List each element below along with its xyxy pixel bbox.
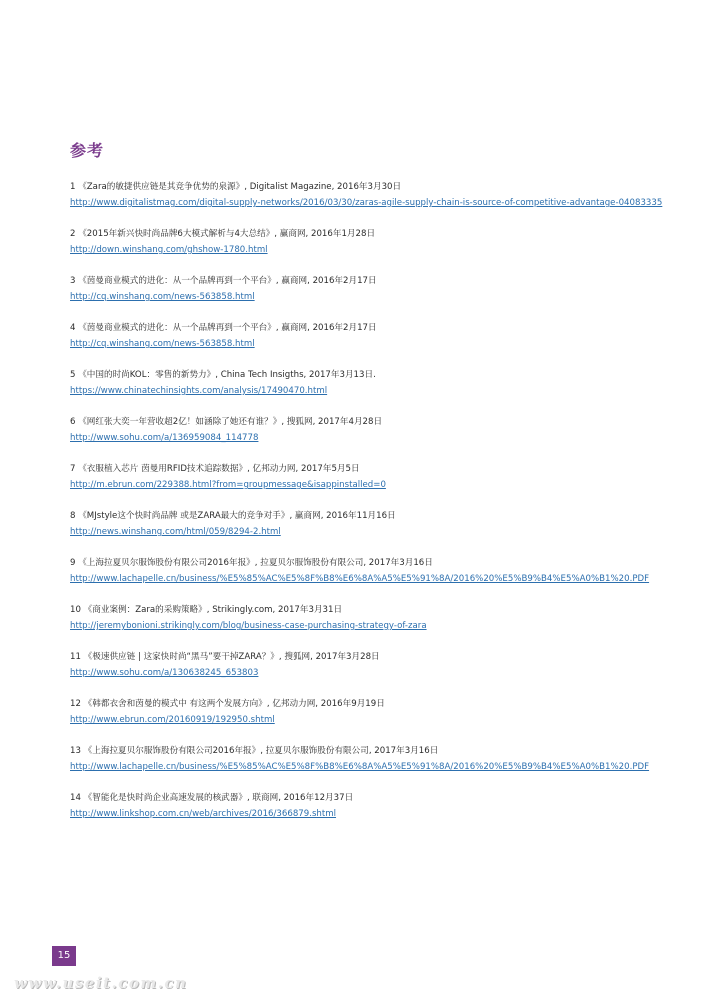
page-title: 参考 xyxy=(70,141,105,160)
reference-link[interactable]: https://www.chinatechinsights.com/analysis/17490470.html xyxy=(70,386,328,396)
reference-link[interactable]: http://news.winshang.com/html/059/8294-2.html xyxy=(70,527,281,537)
reference-citation: 6 《网红张大奕一年营收超2亿！如涵除了她还有谁？》, 搜狐网, 2017年4月28日 xyxy=(70,417,383,427)
reference-link[interactable]: http://cq.winshang.com/news-563858.html xyxy=(70,292,255,302)
reference-citation: 12 《韩都衣舍和茵曼的模式中 有这两个发展方向》, 亿邦动力网, 2016年9月19日 xyxy=(70,699,385,709)
reference-link[interactable]: http://www.digitalistmag.com/digital-supply-networks/2016/03/30/zaras-agile-supply-chain-is-source-of-competitive-advantage-04083335 xyxy=(70,198,663,208)
reference-citation: 13 《上海拉夏贝尔服饰股份有限公司2016年报》, 拉夏贝尔服饰股份有限公司, 2017年3月16日 xyxy=(70,746,439,756)
reference-item xyxy=(70,368,666,399)
reference-link[interactable]: http://www.linkshop.com.cn/web/archives/2016/366879.shtml xyxy=(70,809,337,819)
reference-citation: 14 《智能化是快时尚企业高速发展的核武器》, 联商网, 2016年12月37日 xyxy=(70,793,354,803)
reference-item xyxy=(70,509,666,540)
reference-item xyxy=(70,744,666,775)
reference-link[interactable]: http://m.ebrun.com/229388.html?from=groupmessage&isappinstalled=0 xyxy=(70,480,386,490)
reference-link[interactable]: http://www.lachapelle.cn/business/%E5%85%AC%E5%8F%B8%E6%8A%A5%E5%91%8A/2016%20%E5%B9%B4%E5%A0%B1%20.PDF xyxy=(70,574,650,584)
reference-citation: 7 《衣服植入芯片 茵曼用RFID技术追踪数据》, 亿邦动力网, 2017年5月5日 xyxy=(70,464,360,474)
reference-item xyxy=(70,650,666,681)
reference-item xyxy=(70,321,666,352)
reference-list xyxy=(70,180,666,838)
reference-item xyxy=(70,603,666,634)
reference-link[interactable]: http://down.winshang.com/ghshow-1780.html xyxy=(70,245,268,255)
reference-link[interactable]: http://www.ebrun.com/20160919/192950.shtml xyxy=(70,715,275,725)
reference-item xyxy=(70,556,666,587)
reference-citation: 5 《中国的时尚KOL：零售的新势力》, China Tech Insigths, 2017年3月13日. xyxy=(70,370,376,380)
reference-item xyxy=(70,227,666,258)
reference-citation: 8 《MJstyle这个快时尚品牌 或是ZARA最大的竞争对手》, 赢商网, 2016年11月16日 xyxy=(70,511,396,521)
reference-item xyxy=(70,462,666,493)
reference-citation: 11 《极速供应链 | 这家快时尚“黑马”要干掉ZARA？》, 搜狐网, 2017年3月28日 xyxy=(70,652,380,662)
reference-link[interactable]: http://www.sohu.com/a/130638245_653803 xyxy=(70,668,259,678)
reference-citation: 10 《商业案例：Zara的采购策略》, Strikingly.com, 2017年3月31日 xyxy=(70,605,343,615)
watermark: www.useit.com.cn xyxy=(14,974,188,992)
reference-citation: 2 《2015年新兴快时尚品牌6大模式解析与4大总结》, 赢商网, 2016年1月28日 xyxy=(70,229,376,239)
reference-citation: 9 《上海拉夏贝尔服饰股份有限公司2016年报》, 拉夏贝尔服饰股份有限公司, 2017年3月16日 xyxy=(70,558,433,568)
reference-citation: 3 《茵曼商业模式的进化：从一个品牌再到一个平台》, 赢商网, 2016年2月17日 xyxy=(70,276,377,286)
reference-item xyxy=(70,697,666,728)
reference-link[interactable]: http://cq.winshang.com/news-563858.html xyxy=(70,339,255,349)
reference-link[interactable]: http://www.sohu.com/a/136959084_114778 xyxy=(70,433,259,443)
reference-citation: 4 《茵曼商业模式的进化：从一个品牌再到一个平台》, 赢商网, 2016年2月17日 xyxy=(70,323,377,333)
reference-item xyxy=(70,415,666,446)
reference-item xyxy=(70,180,666,211)
reference-item xyxy=(70,791,666,822)
page-number-badge: 15 xyxy=(52,946,76,966)
reference-link[interactable]: http://www.lachapelle.cn/business/%E5%85%AC%E5%8F%B8%E6%8A%A5%E5%91%8A/2016%20%E5%B9%B4%E5%A0%B1%20.PDF xyxy=(70,762,650,772)
reference-link[interactable]: http://jeremybonioni.strikingly.com/blog/business-case-purchasing-strategy-of-zara xyxy=(70,621,427,631)
reference-item xyxy=(70,274,666,305)
reference-citation: 1 《Zara的敏捷供应链是其竞争优势的泉源》, Digitalist Magazine, 2016年3月30日 xyxy=(70,182,402,192)
